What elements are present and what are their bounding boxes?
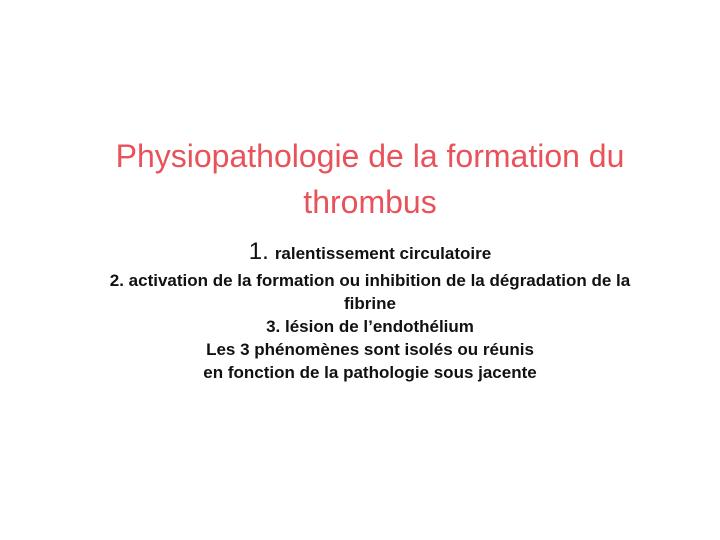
item-1-text: ralentissement circulatoire bbox=[274, 244, 492, 263]
item-1-number: 1. bbox=[248, 238, 269, 265]
slide-title-line-1: Physiopathologie de la formation du bbox=[115, 138, 625, 175]
note-line-2: en fonction de la pathologie sous jacente bbox=[203, 363, 537, 382]
slide-body bbox=[40, 240, 700, 384]
item-1 bbox=[40, 240, 700, 265]
item-3: 3. lésion de l’endothélium bbox=[266, 317, 474, 336]
slide-title-line-2: thrombus bbox=[303, 184, 437, 221]
slide-title bbox=[60, 133, 680, 225]
item-2-line-1: 2. activation de la formation ou inhibition de la dégradation de la bbox=[109, 271, 631, 290]
item-2-line-2: fibrine bbox=[344, 294, 396, 313]
note-line-1: Les 3 phénomènes sont isolés ou réunis bbox=[206, 340, 534, 359]
